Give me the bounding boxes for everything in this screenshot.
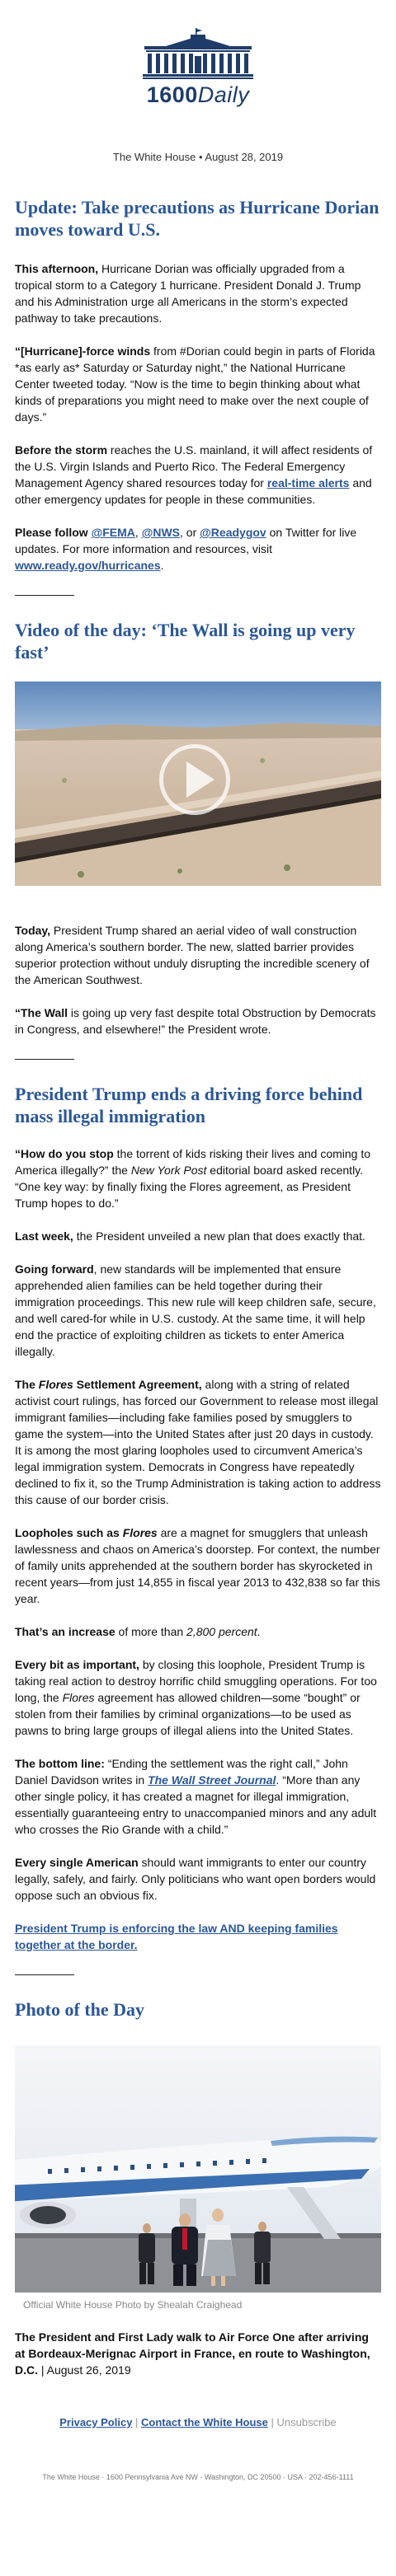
photo-credit: Official White House Photo by Shealah Craighead [23, 2299, 243, 2311]
lead-text: Please follow [15, 526, 88, 539]
italic-text: New York Post [130, 1164, 207, 1177]
logo-wordmark [0, 82, 396, 108]
photo-of-the-day [15, 2045, 381, 2293]
lead-text: That’s an increase [15, 1625, 116, 1638]
white-house-logo-icon [143, 28, 253, 79]
lead-text: This afternoon, [15, 262, 99, 275]
hurricane-paragraph-3 [15, 442, 381, 508]
real-time-alerts-link[interactable]: real-time alerts [266, 476, 350, 489]
footer-links [0, 2416, 396, 2428]
video-headline: Video of the day: ‘The Wall is going up very fast’ [15, 620, 356, 663]
body-text: and other emergency updates for people in these communities. [15, 476, 372, 506]
families-together-link[interactable]: President Trump is enforcing the law AND keeping families together at the border. [15, 1922, 338, 1951]
dateline: The White House • August 28, 2019 [112, 151, 284, 163]
caption-bold: The President and First Lady walk to Air Force One after arriving at Bordeaux-Merignac Airport in France, en route to Washington, D.C. [15, 2330, 370, 2377]
body-text: . “More than any other single policy, it has created a magnet for illegal immigration, essentially guaranteeing entry to unaccompanied minors and any adult who crosses the Rio Grande with a child.” [15, 1773, 377, 1836]
masthead [0, 0, 396, 108]
section-divider [15, 595, 74, 596]
immigration-paragraph-5 [15, 1525, 381, 1607]
body-text: from #Dorian could begin in parts of Florida *as early as* Saturday or Saturday night,” the National Hurricane Center tweeted today. “Now is the time to begin thinking about what kinds of preparations you might need to make over the next couple of days.” [15, 344, 375, 424]
lead-text: Today, [15, 924, 51, 937]
lead-text: “The Wall [15, 1006, 68, 1019]
body-text: is going up very fast despite total Obstruction by Democrats in Congress, and elsewhere!” the President wrote. [15, 1006, 376, 1036]
logo-word: Daily [197, 82, 250, 107]
immigration-paragraph-7 [15, 1656, 381, 1739]
footer-separator: | [267, 2416, 277, 2428]
section-divider [15, 1059, 74, 1060]
immigration-paragraph-8 [15, 1755, 381, 1838]
photo-headline: Photo of the Day [15, 1999, 145, 2020]
hurricane-paragraph-4 [15, 524, 381, 574]
body-text: the President unveiled a new plan that does exactly that. [73, 1229, 365, 1243]
lead-text: Before the storm [15, 443, 108, 457]
body-text: editorial board asked recently. “One key way: by finally fixing the Flores agreement, as President Trump hopes to do.” [15, 1164, 364, 1210]
lead-text-part: Loopholes such as [15, 1526, 123, 1539]
body-text: . [257, 1625, 261, 1638]
lead-text: Every single American [15, 1856, 139, 1869]
body-text: “Ending the settlement was the right call,” John Daniel Davidson writes in [15, 1757, 348, 1787]
immigration-paragraph-3 [15, 1261, 381, 1360]
body-text: President Trump shared an aerial video of wall construction along America’s southern border. The new, slatted barrier provides superior protection without unduly disrupting the incredible scenery of the American Southwest. [15, 924, 370, 986]
body-text: should want immigrants to enter our country legally, safely, and fairly. Only politicians who want open borders would oppose such an obvious fix. [15, 1856, 376, 1902]
body-text: , new standards will be implemented that ensure apprehended alien families can be held together during their immigration proceedings. This new rule will keep children safe, secure, and well cared-for while in U.S. custody. At the same time, it will help end the practice of exploiting children as tickets to enter America illegally. [15, 1262, 376, 1358]
footer-separator: | [132, 2416, 142, 2428]
caption-date: | August 26, 2019 [38, 2363, 131, 2377]
lead-text: Every bit as important, [15, 1658, 139, 1671]
logo-number: 1600 [146, 82, 198, 107]
body-text: by closing this loophole, President Trump is taking real action to destroy horrific child smuggling operations. For too long, the [15, 1658, 377, 1704]
body-text: Hurricane Dorian was officially upgraded from a tropical storm to a Category 1 hurricane. President Donald J. Trump and his Administration urge all Americans in the storm’s expected pathway to take precautions. [15, 262, 361, 325]
body-text: on Twitter for live updates. For more information and resources, visit [15, 526, 357, 555]
italic-text: Flores [62, 1691, 95, 1704]
contact-white-house-link[interactable]: Contact the White House [141, 2416, 268, 2428]
hurricane-paragraph-2 [15, 343, 381, 425]
immigration-paragraph-2 [15, 1228, 381, 1244]
privacy-policy-link[interactable]: Privacy Policy [59, 2416, 133, 2428]
section-divider [15, 1974, 74, 1975]
body-text: , [134, 526, 142, 539]
body-text: reaches the U.S. mainland, it will affect residents of the U.S. Virgin Islands and Puerto Rico. The Federal Emergency Management Agency shared resources today for [15, 443, 373, 489]
lead-text [15, 1526, 158, 1539]
immigration-paragraph-9 [15, 1854, 381, 1904]
unsubscribe-link[interactable]: Unsubscribe [276, 2416, 337, 2428]
readygov-twitter-link[interactable]: @Readygov [200, 526, 266, 539]
lead-text [15, 1378, 202, 1391]
body-text: the torrent of kids risking their lives and coming to America illegally?” the [15, 1147, 371, 1177]
photo-caption [15, 2329, 381, 2378]
ready-gov-hurricanes-link[interactable]: www.ready.gov/hurricanes [15, 559, 161, 572]
video-paragraph-2 [15, 1005, 381, 1037]
immigration-cta-paragraph [15, 1920, 381, 1953]
italic-text: Flores [122, 1526, 158, 1539]
lead-text-part: The [15, 1378, 39, 1391]
body-text: of more than [115, 1625, 187, 1638]
video-paragraph-1 [15, 922, 381, 988]
lead-text: “How do you stop [15, 1147, 114, 1160]
hurricane-paragraph-1 [15, 260, 381, 326]
wall-video-player[interactable] [15, 681, 381, 886]
body-text: . [160, 559, 164, 572]
immigration-paragraph-1 [15, 1145, 381, 1211]
air-force-one-photo [15, 2045, 381, 2293]
body-text: , or [180, 526, 200, 539]
wall-street-journal-link[interactable]: The Wall Street Journal [148, 1773, 276, 1787]
nws-twitter-link[interactable]: @NWS [141, 526, 181, 539]
immigration-headline: President Trump ends a driving force behind mass illegal immigration [15, 1084, 363, 1126]
lead-text-part: Settlement Agreement, [73, 1378, 202, 1391]
fema-twitter-link[interactable]: @FEMA [91, 526, 135, 539]
lead-text: The bottom line: [15, 1757, 105, 1770]
hurricane-headline: Update: Take precautions as Hurricane Dorian moves toward U.S. [15, 197, 380, 240]
immigration-paragraph-6 [15, 1623, 381, 1640]
body-text: along with a string of related activist court rulings, has forced our Government to release most illegal immigrant families—including fake families posed by smugglers to game the system—into the United States after just 20 days in custody. It is among the most glaring loopholes used to circumvent America’s legal immigration system. Democrats in Congress have repeatedly declined to fix it, so the Trump Administration is taking action to address this cause of our border crisis. [15, 1378, 381, 1506]
italic-text: 2,800 percent [186, 1625, 257, 1638]
lead-text: Going forward [15, 1262, 94, 1276]
body-text: are a magnet for smugglers that unleash lawlessness and chaos on America’s doorstep. For context, the number of family units apprehended at the southern border has skyrocketed in recent years—from just 14,855 in fiscal year 2013 to 432,838 so far this year. [15, 1526, 380, 1605]
lead-text: Last week, [15, 1229, 73, 1243]
play-icon[interactable] [186, 761, 214, 798]
italic-text: Flores [38, 1378, 73, 1391]
immigration-paragraph-4 [15, 1376, 381, 1508]
body-text: agreement has allowed children—some “bought” or stolen from their families by criminal organizations—to be used as pawns to bring large groups of illegal aliens into the United States. [15, 1691, 361, 1737]
footer-address: The White House · 1600 Pennsylvania Ave NW · Washington, DC 20500 · USA · 202-456-1111 [42, 2473, 354, 2481]
email-content [0, 196, 396, 2378]
lead-text: “[Hurricane]-force winds [15, 344, 151, 358]
